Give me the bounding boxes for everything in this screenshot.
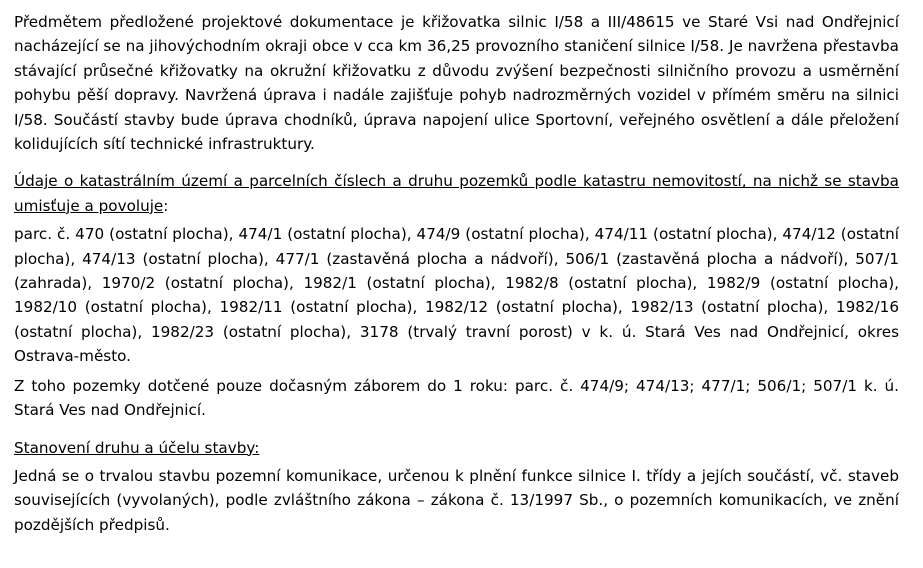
cadastre-heading-suffix: :: [163, 196, 169, 215]
document-page: [14, 10, 899, 537]
temporary-occupation-paragraph: Z toho pozemky dotčené pouze dočasným záborem do 1 roku: parc. č. 474/9; 474/13; 477/1; 506/1; 507/1 k. ú. Stará Ves nad Ondřejnicí.: [14, 376, 899, 420]
spacer: [14, 423, 899, 436]
purpose-heading: Stanovení druhu a účelu stavby:: [14, 438, 260, 457]
cadastre-heading-text: Údaje o katastrálním území a parcelních číslech a druhu pozemků podle katastru nemovitostí, na nichž se stavba umisťuje a povoluje: [14, 172, 899, 215]
cadastre-heading: [14, 169, 899, 218]
spacer: [14, 156, 899, 169]
parcels-paragraph: parc. č. 470 (ostatní plocha), 474/1 (ostatní plocha), 474/9 (ostatní plocha), 474/11 (ostatní plocha), 474/12 (ostatní plocha), 474/13 (ostatní plocha), 477/1 (zastavěná plocha a nádvoří), 506/1 (zastavěná plocha a nádvoří), 507/1 (zahrada), 1970/2 (ostatní plocha), 1982/1 (ostatní plocha), 1982/8 (ostatní plocha), 1982/9 (ostatní plocha), 1982/10 (ostatní plocha), 1982/11 (ostatní plocha), 1982/12 (ostatní plocha), 1982/13 (ostatní plocha), 1982/16 (ostatní plocha), 1982/23 (ostatní plocha), 3178 (trvalý travní porost) v k. ú. Stará Ves nad Ondřejnicí, okres Ostrava-město.: [14, 225, 899, 366]
intro-paragraph: Předmětem předložené projektové dokumentace je křižovatka silnic I/58 a III/48615 ve Staré Vsi nad Ondřejnicí nacházející se na jihovýchodním okraji obce v cca km 36,25 provozního staničení silnice I/58. Je navržena přestavba stávající průsečné křižovatky na okružní křižovatku z důvodu zvýšení bezpečnosti silničního provozu a usměrnění pohybu pěší dopravy. Navržená úprava i nadále zajišťuje pohyb nadrozměrných vozidel v přímém směru na silnici I/58. Součástí stavby bude úprava chodníků, úprava napojení ulice Sportovní, veřejného osvětlení a dále přeložení kolidujících sítí technické infrastruktury.: [14, 13, 899, 154]
purpose-paragraph: Jedná se o trvalou stavbu pozemní komunikace, určenou k plnění funkce silnice I. třídy a jejích součástí, vč. staveb souvisejících (vyvolaných), podle zvláštního zákona – zákona č. 13/1997 Sb., o pozemních komunikacích, ve znění pozdějších předpisů.: [14, 466, 899, 534]
